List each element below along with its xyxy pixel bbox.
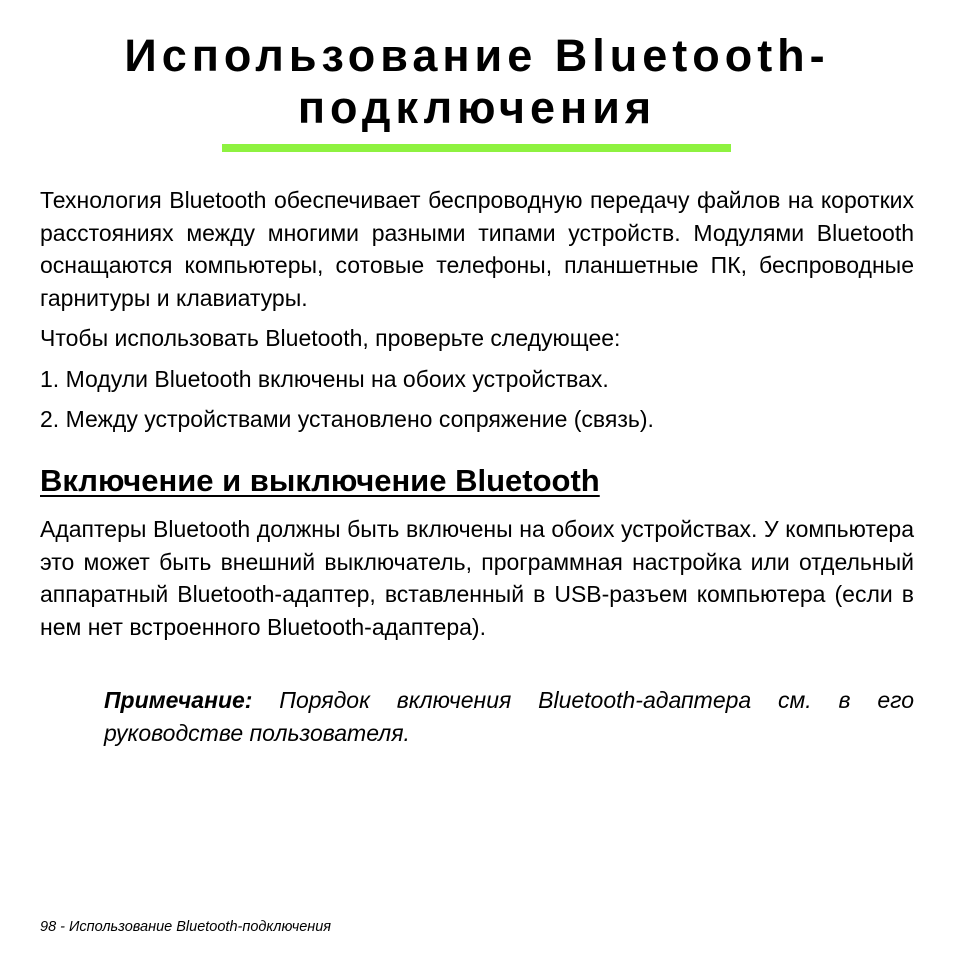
page-title [40,30,914,134]
note-text: Порядок включения Bluetooth-адаптера см. в его руководстве пользователя. [104,687,914,746]
note-block [104,684,914,749]
intro-paragraph: Технология Bluetooth обеспечивает беспроводную передачу файлов на коротких расстояниях между многими разными типами устройств. Модулями Bluetooth оснащаются компьютеры, сотовые телефоны, планшетные ПК, беспроводные гарнитуры и клавиатуры. [40,187,914,311]
section-heading: Включение и выключение Bluetooth [40,463,600,498]
checklist-item-1: 1. Модули Bluetooth включены на обоих устройствах. [40,366,609,392]
checklist-intro: Чтобы использовать Bluetooth, проверьте следующее: [40,325,621,351]
page-title-line-2: подключения [297,82,657,133]
page-footer: 98 - Использование Bluetooth-подключения [40,919,332,935]
title-underline-rule [222,144,731,152]
page-title-line-1: Использование Bluetooth- [124,30,830,81]
section-paragraph: Адаптеры Bluetooth должны быть включены на обоих устройствах. У компьютера это может быть внешний выключатель, программная настройка или отдельный аппаратный Bluetooth-адаптер, вставленный в USB-разъем компьютера (если в нем нет встроенного Bluetooth-адаптера). [40,516,914,640]
checklist-item-2: 2. Между устройствами установлено сопряжение (связь). [40,406,654,432]
note-label: Примечание: [104,687,253,713]
